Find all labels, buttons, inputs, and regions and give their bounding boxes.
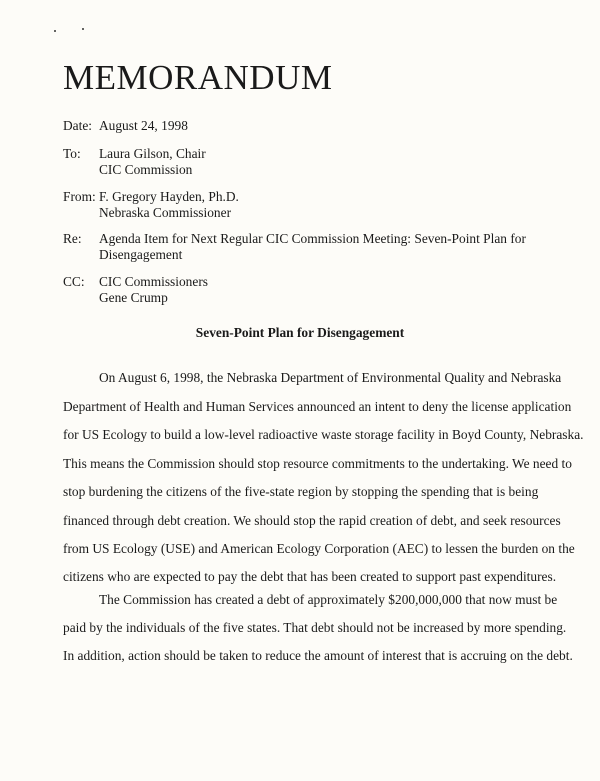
date-label: Date:	[63, 118, 92, 133]
date-value: August 24, 1998	[99, 118, 188, 133]
to-label: To:	[63, 146, 81, 161]
paragraph-line: In addition, action should be taken to reduce the amount of interest that is accruing on the debt.	[63, 648, 573, 663]
cc-line: CIC Commissioners	[99, 274, 208, 289]
to-line: Laura Gilson, Chair	[99, 146, 206, 161]
paragraph-line: This means the Commission should stop resource commitments to the undertaking. We need to	[63, 456, 572, 471]
memo-title: MEMORANDUM	[63, 58, 333, 97]
paragraph-line: for US Ecology to build a low-level radioactive waste storage facility in Boyd County, Nebraska.	[63, 427, 584, 442]
from-value	[99, 189, 239, 221]
paragraph-line: citizens who are expected to pay the debt that has been created to support past expenditures.	[63, 569, 557, 584]
cc-label: CC:	[63, 274, 85, 289]
speck	[54, 30, 56, 32]
paragraph-line: Department of Health and Human Services announced an intent to deny the license application	[63, 399, 572, 414]
re-line: Agenda Item for Next Regular CIC Commission Meeting: Seven-Point Plan for	[99, 231, 526, 246]
re-label: Re:	[63, 231, 82, 246]
re-value	[99, 231, 526, 263]
to-value	[99, 146, 206, 178]
cc-line: Gene Crump	[99, 290, 168, 305]
from-line: Nebraska Commissioner	[99, 205, 232, 220]
re-line: Disengagement	[99, 247, 183, 262]
speck	[82, 28, 84, 30]
paragraph-line: stop burdening the citizens of the five-state region by stopping the spending that is being	[63, 484, 539, 499]
from-line: F. Gregory Hayden, Ph.D.	[99, 189, 239, 204]
from-label: From:	[63, 189, 96, 204]
paragraph-line: financed through debt creation. We should stop the rapid creation of debt, and seek resources	[63, 513, 561, 528]
cc-value	[99, 274, 208, 306]
to-line: CIC Commission	[99, 162, 193, 177]
paragraph-line: from US Ecology (USE) and American Ecology Corporation (AEC) to lessen the burden on the	[63, 541, 575, 556]
paragraph-line: The Commission has created a debt of approximately $200,000,000 that now must be	[99, 592, 558, 607]
paragraph-line: On August 6, 1998, the Nebraska Department of Environmental Quality and Nebraska	[99, 370, 562, 385]
section-heading: Seven-Point Plan for Disengagement	[195, 325, 405, 340]
paragraph-line: paid by the individuals of the five states. That debt should not be increased by more spending.	[63, 620, 567, 635]
